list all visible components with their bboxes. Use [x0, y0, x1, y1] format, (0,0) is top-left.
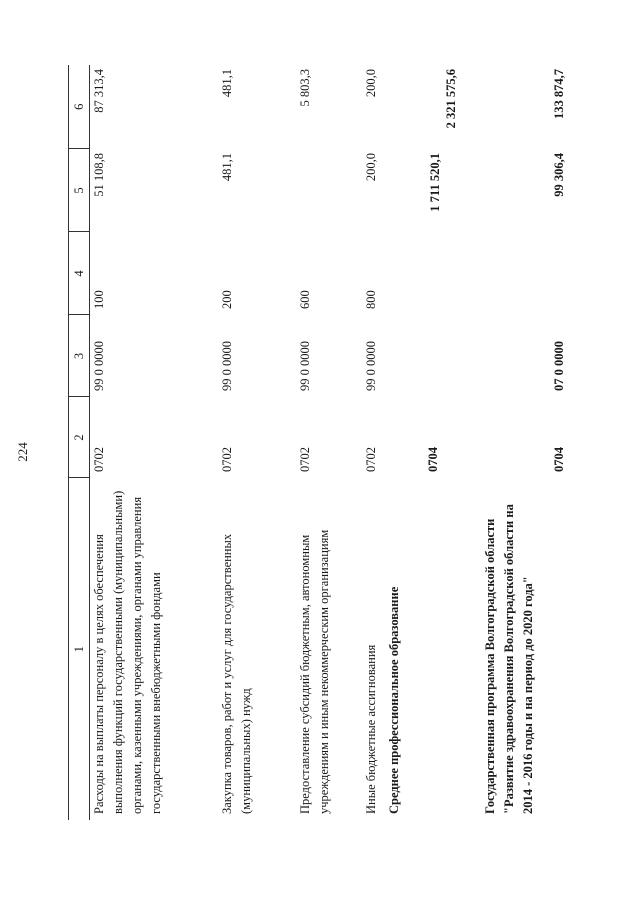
header-col-1: 1	[69, 478, 90, 820]
row-type: 200	[220, 290, 234, 309]
header-row	[69, 65, 90, 820]
row-name: Расходы на выплаты персоналу в целях обеспечения выполнения функций государственными (муниципальными) органами, казенными учреждениями, органами управления государственными внебюджетными фондами	[92, 490, 163, 814]
row-section: 0702	[92, 447, 106, 472]
header-col-3: 3	[69, 315, 90, 397]
row-name: Закупка товаров, работ и услуг для государственных (муниципальных) нужд	[220, 533, 253, 814]
row-amount-b: 5 803,3	[298, 69, 312, 107]
table-row	[385, 65, 465, 820]
row-name: Среднее профессиональное образование	[387, 586, 401, 814]
table-row	[290, 65, 362, 820]
row-name: Иные бюджетные ассигнования	[364, 644, 378, 814]
row-name: Государственная программа Волгоградской области "Развитие здравоохранения Волгоградской области на 2014 - 2016 годы и на период до 2020 года"	[483, 504, 535, 814]
row-section: 0702	[220, 447, 234, 472]
row-section: 0702	[298, 447, 312, 472]
row-target: 99 0 0000	[92, 341, 106, 391]
row-amount-b: 481,1	[220, 69, 234, 98]
row-target: 99 0 0000	[364, 341, 378, 391]
row-target	[385, 315, 465, 397]
row-amount-b: 87 313,4	[92, 69, 106, 113]
row-section: 0702	[364, 447, 378, 472]
row-amount-b: 133 874,7	[552, 69, 566, 119]
table-row	[90, 65, 209, 820]
row-type: 800	[364, 290, 378, 309]
page-number: 224	[15, 442, 30, 462]
row-amount-b: 2 321 575,6	[444, 69, 458, 129]
row-type	[465, 232, 577, 315]
table-row	[208, 65, 290, 820]
row-amount-b: 200,0	[364, 69, 378, 98]
row-amount-a: 200,0	[364, 153, 378, 182]
row-amount-a: 481,1	[220, 153, 234, 182]
row-target: 99 0 0000	[220, 341, 234, 391]
header-col-6: 6	[69, 65, 90, 149]
row-amount-a	[290, 149, 362, 232]
table-row	[362, 65, 385, 820]
row-section: 0704	[426, 447, 440, 472]
table-row	[465, 65, 577, 820]
row-name: Предоставление субсидий бюджетным, автономным учреждениям и иным некоммерческим организациям	[298, 529, 331, 814]
header-col-4: 4	[69, 232, 90, 315]
row-target: 99 0 0000	[298, 341, 312, 391]
row-type	[385, 232, 465, 315]
row-type: 100	[92, 290, 106, 309]
header-col-5: 5	[69, 149, 90, 232]
header-col-2: 2	[69, 397, 90, 478]
row-section: 0704	[552, 447, 566, 472]
row-type: 600	[298, 290, 312, 309]
row-amount-a: 51 108,8	[92, 153, 106, 197]
row-amount-a: 99 306,4	[552, 153, 566, 197]
row-target: 07 0 0000	[552, 341, 566, 391]
budget-table-rotated	[68, 65, 590, 820]
budget-table	[68, 65, 577, 820]
row-amount-a: 1 711 520,1	[428, 153, 442, 212]
